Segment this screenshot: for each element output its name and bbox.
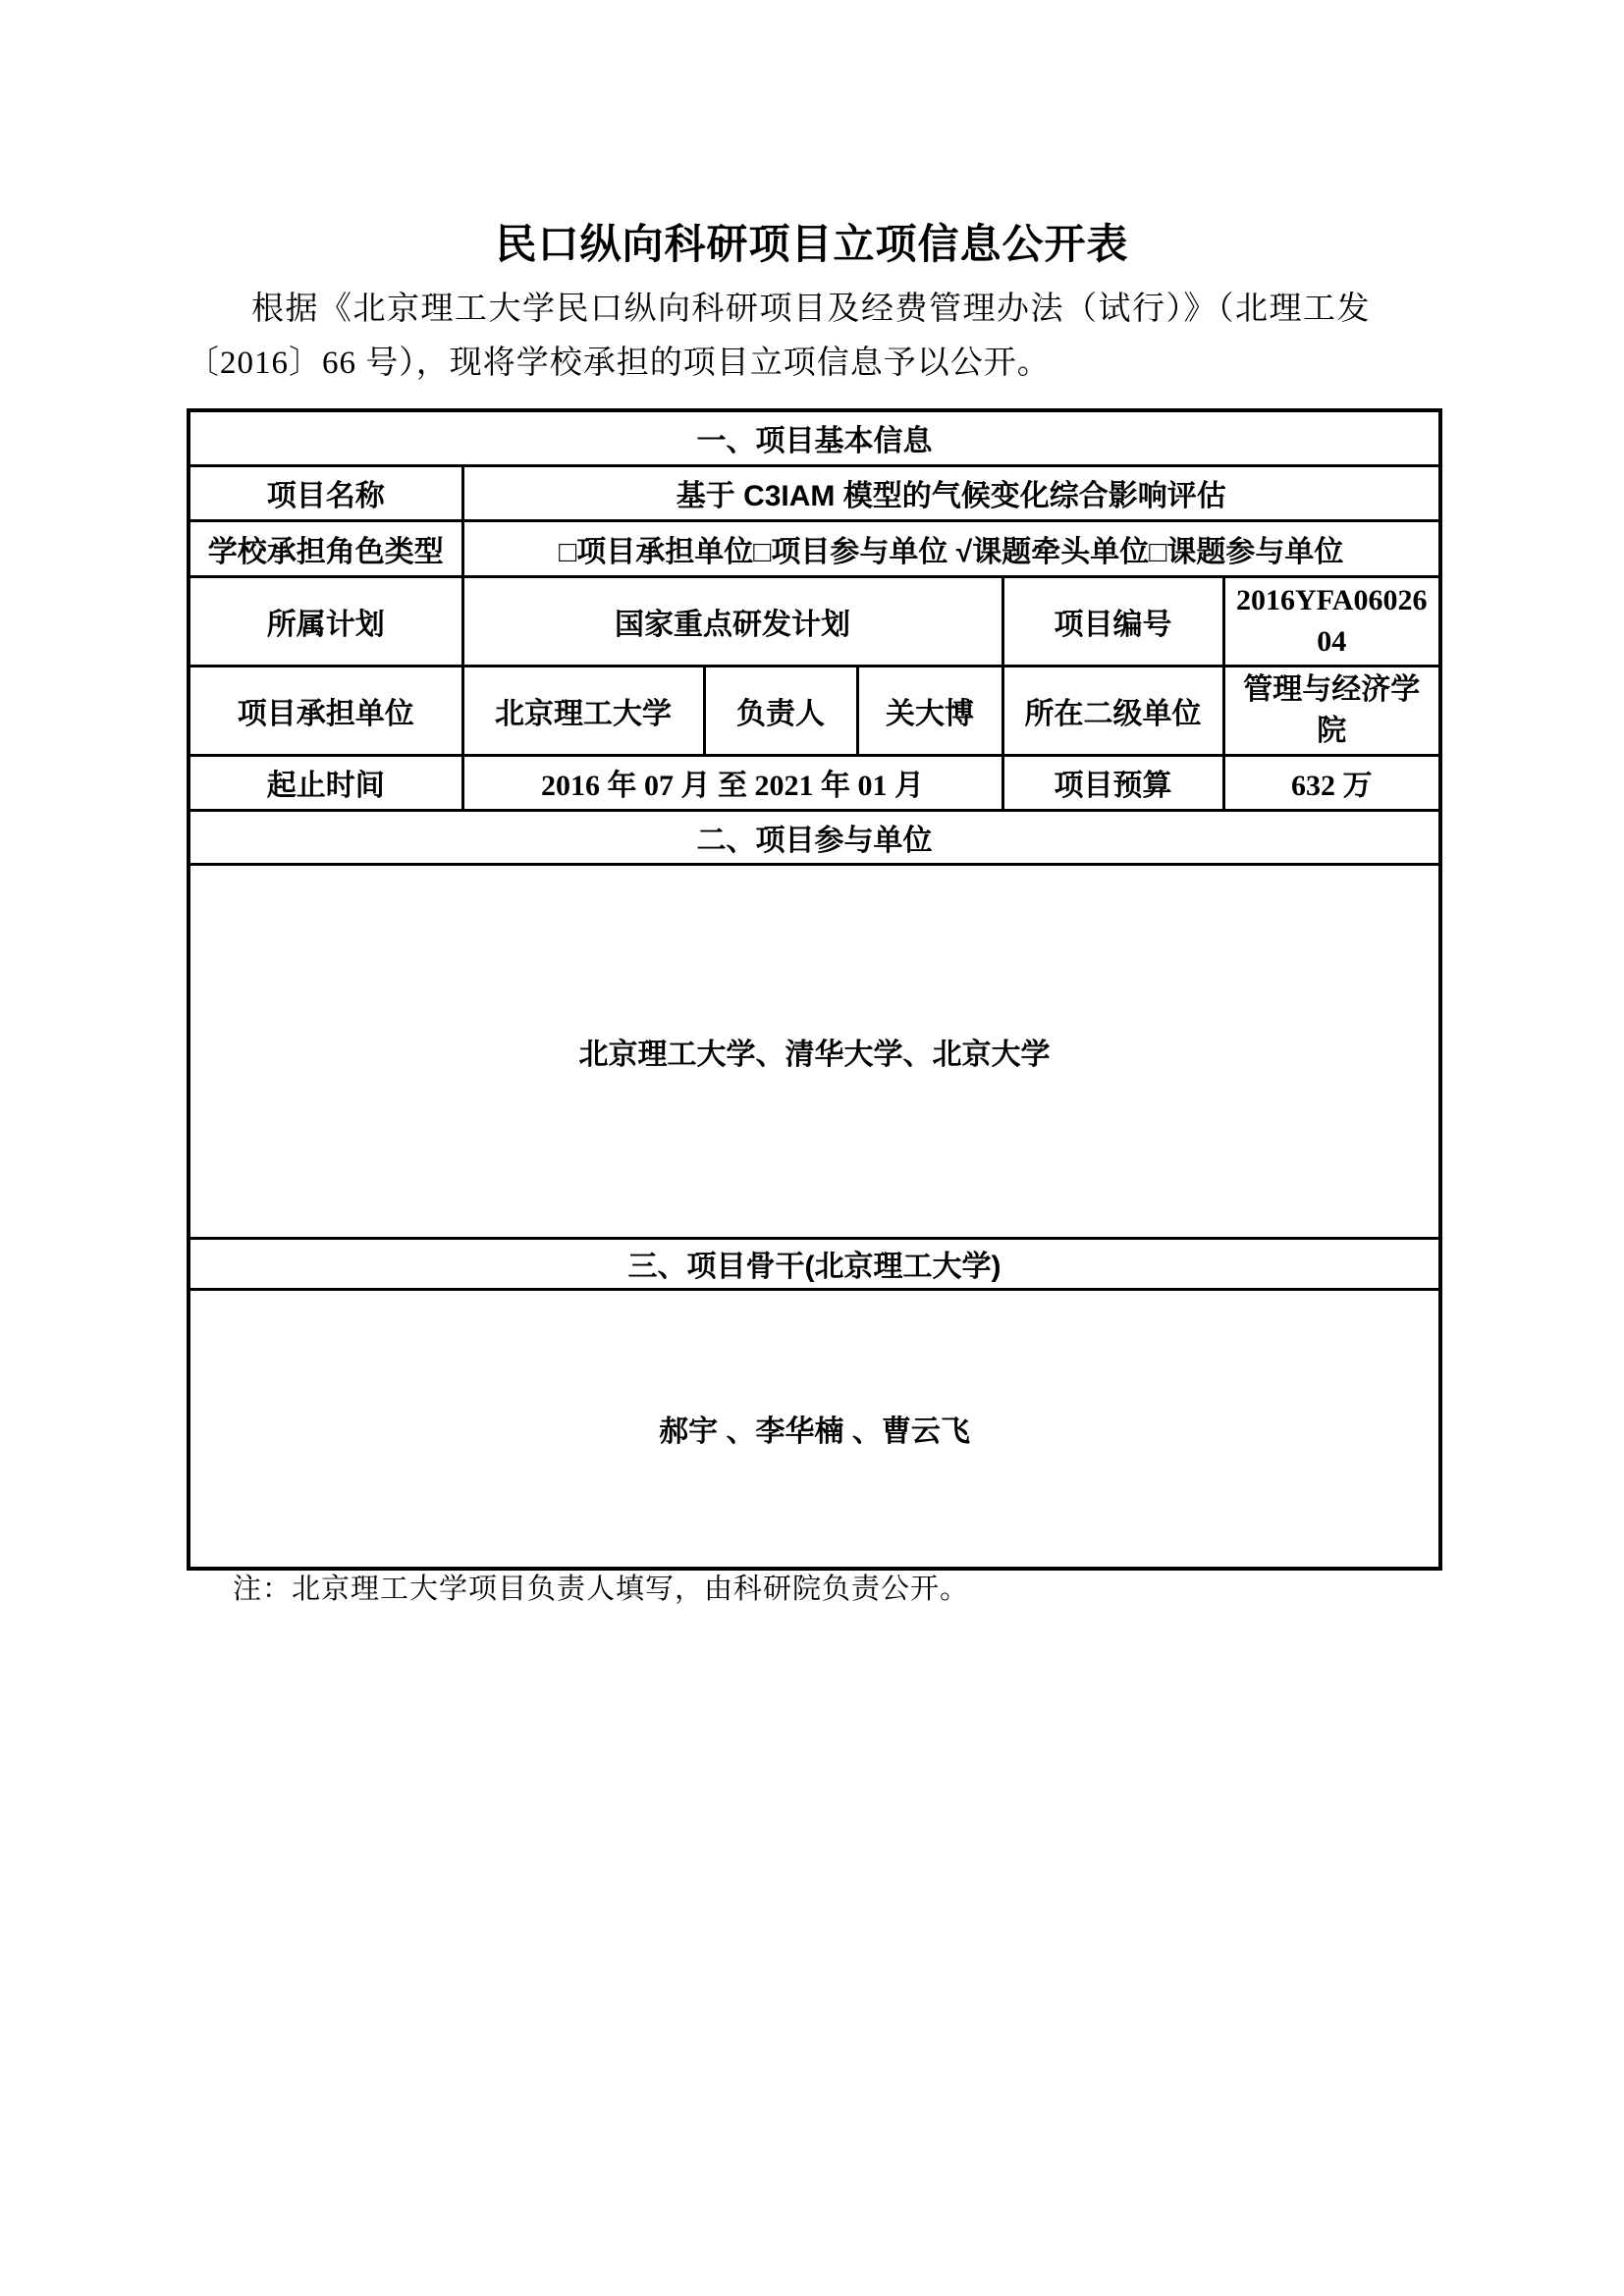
page-title: 民口纵向科研项目立项信息公开表 — [495, 221, 1129, 267]
section3-header: 三、项目骨干(北京理工大学) — [189, 1238, 1440, 1289]
project-name-label: 项目名称 — [189, 465, 462, 520]
intro-line-2: 〔2016〕66 号），现将学校承担的项目立项信息予以公开。 — [187, 346, 1051, 381]
budget-label: 项目预算 — [1002, 755, 1223, 810]
project-number-text: 2016YFA0602604 — [1236, 583, 1428, 658]
section2-content-row — [189, 864, 1440, 1238]
section3-header-row — [189, 1238, 1440, 1289]
undertaker-row — [189, 666, 1440, 755]
project-number-label: 项目编号 — [1002, 576, 1223, 666]
undertaker-value: 北京理工大学 — [462, 666, 704, 755]
plan-label: 所属计划 — [189, 576, 462, 666]
project-number-value — [1223, 576, 1440, 666]
leader-label: 负责人 — [704, 666, 857, 755]
role-type-value: □项目承担单位□项目参与单位 √课题牵头单位□课题参与单位 — [462, 520, 1440, 576]
section2-header-row — [189, 810, 1440, 864]
role-type-label: 学校承担角色类型 — [189, 520, 462, 576]
secondary-unit-label: 所在二级单位 — [1002, 666, 1223, 755]
undertaker-label: 项目承担单位 — [189, 666, 462, 755]
footer-note: 注：北京理工大学项目负责人填写，由科研院负责公开。 — [233, 1574, 970, 1605]
section3-content-row — [189, 1289, 1440, 1569]
duration-label: 起止时间 — [189, 755, 462, 810]
project-name-value: 基于 C3IAM 模型的气候变化综合影响评估 — [462, 465, 1440, 520]
section2-header: 二、项目参与单位 — [189, 810, 1440, 864]
intro-paragraph — [187, 283, 1419, 391]
secondary-unit-value — [1223, 666, 1440, 755]
duration-value: 2016 年 07 月 至 2021 年 01 月 — [462, 755, 1002, 810]
project-name-row — [189, 465, 1440, 520]
budget-value: 632 万 — [1223, 755, 1440, 810]
section1-header: 一、项目基本信息 — [189, 410, 1440, 465]
plan-value: 国家重点研发计划 — [462, 576, 1002, 666]
role-type-row — [189, 520, 1440, 576]
secondary-unit-text: 管理与经济学院 — [1243, 672, 1421, 747]
section1-header-row — [189, 410, 1440, 465]
participating-units-value: 北京理工大学、清华大学、北京大学 — [189, 864, 1440, 1238]
leader-value: 关大博 — [857, 666, 1002, 755]
duration-row — [189, 755, 1440, 810]
project-info-table — [187, 408, 1442, 1571]
intro-line-1: 根据《北京理工大学民口纵向科研项目及经费管理办法（试行）》（北理工发 — [251, 292, 1371, 327]
plan-row — [189, 576, 1440, 666]
key-members-value: 郝宇 、李华楠 、曹云飞 — [189, 1289, 1440, 1569]
